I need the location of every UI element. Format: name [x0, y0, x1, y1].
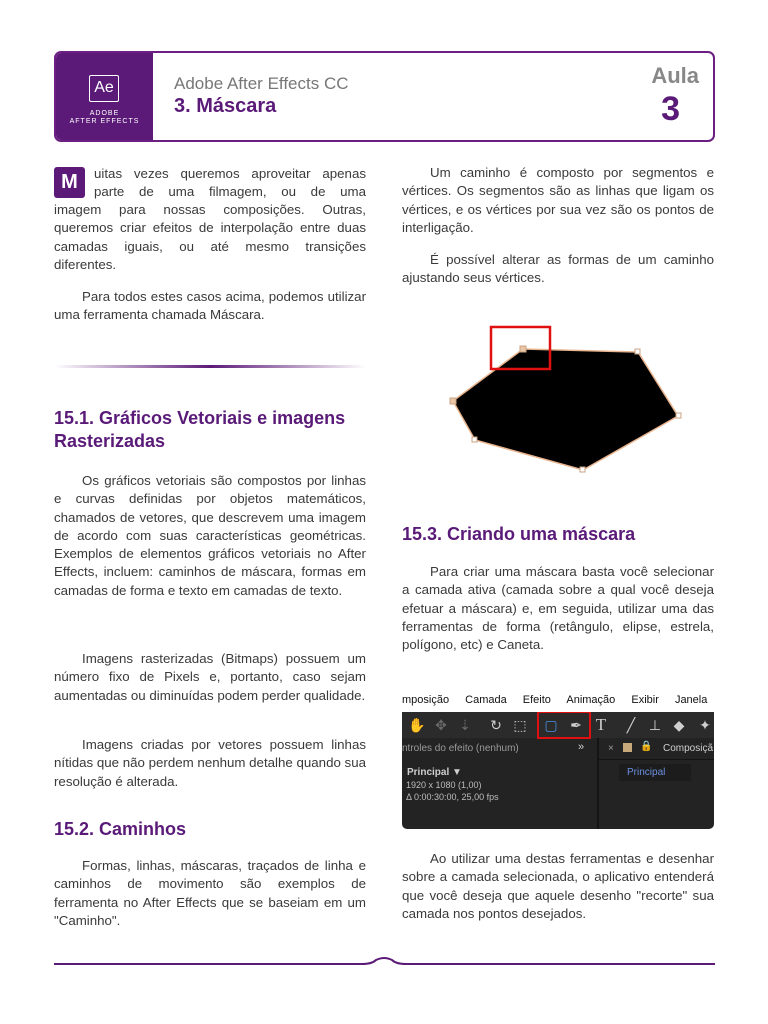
- stamp-icon[interactable]: ⊥: [648, 717, 662, 733]
- section-title-graficos: 15.1. Gráficos Vetoriais e imagens Rasterizadas: [54, 408, 346, 451]
- footer-divider: [54, 956, 715, 972]
- menu-animacao[interactable]: Animação: [566, 694, 616, 706]
- vertex-handle[interactable]: [520, 346, 526, 352]
- paragraph-caminhos: Formas, linhas, máscaras, traçados de linha e caminhos de movimento são exemplos de ferramenta no After Effects que se baseiam em um "Caminho".: [54, 858, 366, 928]
- menu-camada[interactable]: Camada: [465, 694, 507, 706]
- aula-label: Aula: [651, 63, 699, 88]
- menu-composicao[interactable]: mposição: [402, 694, 450, 706]
- shape-pen-highlight-box: [537, 712, 591, 739]
- intro-paragraph: imagem para nossas composições. Outras, queremos criar efeitos de interpolação entre duas camadas iguais, ou até mesmo transições diferentes.: [54, 202, 366, 272]
- brush-icon[interactable]: ╱: [626, 717, 636, 733]
- after-effects-logo: [56, 53, 153, 140]
- intro-first-line: uitas vezes queremos aproveitar apenas: [94, 166, 366, 181]
- rectangle-tool-icon[interactable]: ▢: [544, 717, 558, 733]
- drop-cap: M: [54, 167, 85, 198]
- section-title-criando-mascara: 15.3. Criando uma máscara: [402, 524, 636, 544]
- lock-icon[interactable]: 🔒: [640, 741, 653, 752]
- ae-logo-icon: Ae: [89, 75, 119, 102]
- vertex-handle[interactable]: [635, 349, 640, 354]
- pan-behind-icon[interactable]: ⬚: [513, 717, 527, 733]
- aula-number: 3: [661, 90, 680, 128]
- paragraph-ferramenta-mascara: Para todos estes casos acima, podemos utilizar uma ferramenta chamada Máscara.: [54, 289, 366, 323]
- paragraph-recorte-camada: Ao utilizar uma destas ferramentas e desenhar sobre a camada selecionada, o aplicativo entenderá que você deseja que aquele desenho "recorte" sua camada nos pontos desejados.: [402, 851, 714, 921]
- expand-panel-icon[interactable]: »: [578, 741, 585, 753]
- paragraph-segmentos-vertices: Um caminho é composto por segmentos e vértices. Os segmentos são as linhas que ligam os vértices, e os vértices por sua vez são os pontos de interligação.: [402, 165, 714, 235]
- mask-path-illustration: [440, 320, 690, 480]
- close-icon[interactable]: ×: [608, 743, 614, 754]
- effect-controls-tab[interactable]: ntroles do efeito (nenhum): [402, 743, 519, 754]
- paragraph-ajustar-vertices: É possível alterar as formas de um caminho ajustando seus vértices.: [402, 252, 714, 286]
- paragraph-vetoriais: Os gráficos vetoriais são compostos por linhas e curvas definidas por objetos matemáticos, chamados de vetores, que descrevem uma imagem de acordo com suas características geométricas. Exemplos de elementos gráficos vetoriais no After Effects, incluem: caminhos de máscara, formas em camadas de forma e texto em camadas de texto.: [54, 473, 366, 598]
- anchor-icon[interactable]: ⇣: [459, 717, 471, 733]
- mask-shape: [453, 349, 678, 470]
- type-tool-icon[interactable]: T: [595, 715, 607, 734]
- intro-second-line: parte de uma filmagem, ou de uma: [94, 184, 366, 199]
- ae-interface-screenshot: [402, 712, 714, 829]
- rotate-icon[interactable]: ↻: [490, 717, 502, 733]
- project-comp-name[interactable]: Principal ▼: [407, 767, 462, 778]
- panel-divider: [599, 759, 714, 760]
- eraser-icon[interactable]: ◆: [673, 717, 685, 733]
- hand-icon[interactable]: ✋: [408, 717, 426, 733]
- puppet-icon[interactable]: ✦: [699, 717, 711, 733]
- vertex-handle[interactable]: [472, 437, 477, 442]
- paragraph-rasterizadas: Imagens rasterizadas (Bitmaps) possuem um número fixo de Pixels e, portanto, caso sejam aumentadas ou diminuídas podem perder qualidade.: [54, 651, 366, 703]
- paragraph-vetores-nitidos: Imagens criadas por vetores possuem linhas nítidas que não perdem nenhum detalhe quando sua resolução é alterada.: [54, 737, 366, 789]
- menu-exibir[interactable]: Exibir: [631, 694, 659, 706]
- project-comp-duration: Δ 0:00:30:00, 25,00 fps: [406, 792, 499, 802]
- logo-text-after-effects: AFTER EFFECTS: [69, 118, 140, 125]
- ae-tools-panel: [402, 712, 714, 738]
- vertex-handle[interactable]: [450, 398, 456, 404]
- move-icon[interactable]: ✥: [435, 717, 447, 733]
- ae-menu-bar: [402, 694, 714, 712]
- lesson-title: 3. Máscara: [174, 95, 277, 117]
- project-comp-dimensions: 1920 x 1080 (1,00): [406, 780, 482, 790]
- menu-efeito[interactable]: Efeito: [522, 694, 551, 706]
- paragraph-criar-mascara: Para criar uma máscara basta você selecionar a camada ativa (camada sobre a qual você deseja efetuar a máscara) e, em seguida, utilizar uma das ferramentas de forma (retângulo, elipse, estrela, polígono, etc) e Caneta.: [402, 564, 714, 653]
- lesson-header: [54, 51, 715, 142]
- vertex-handle[interactable]: [580, 467, 585, 472]
- panel-separator: [597, 738, 599, 829]
- logo-text-adobe: ADOBE: [89, 110, 120, 117]
- pen-tool-icon[interactable]: ✒: [570, 717, 582, 733]
- menu-janela[interactable]: Janela: [674, 694, 708, 706]
- section-divider: [54, 365, 366, 368]
- composition-tab-principal[interactable]: Principal: [619, 764, 691, 781]
- app-name: Adobe After Effects CC: [174, 74, 349, 93]
- section-title-caminhos: 15.2. Caminhos: [54, 819, 187, 839]
- vertex-handle[interactable]: [676, 413, 681, 418]
- composition-color-swatch: [623, 743, 632, 752]
- composition-panel-tab[interactable]: Composiçã: [663, 743, 714, 754]
